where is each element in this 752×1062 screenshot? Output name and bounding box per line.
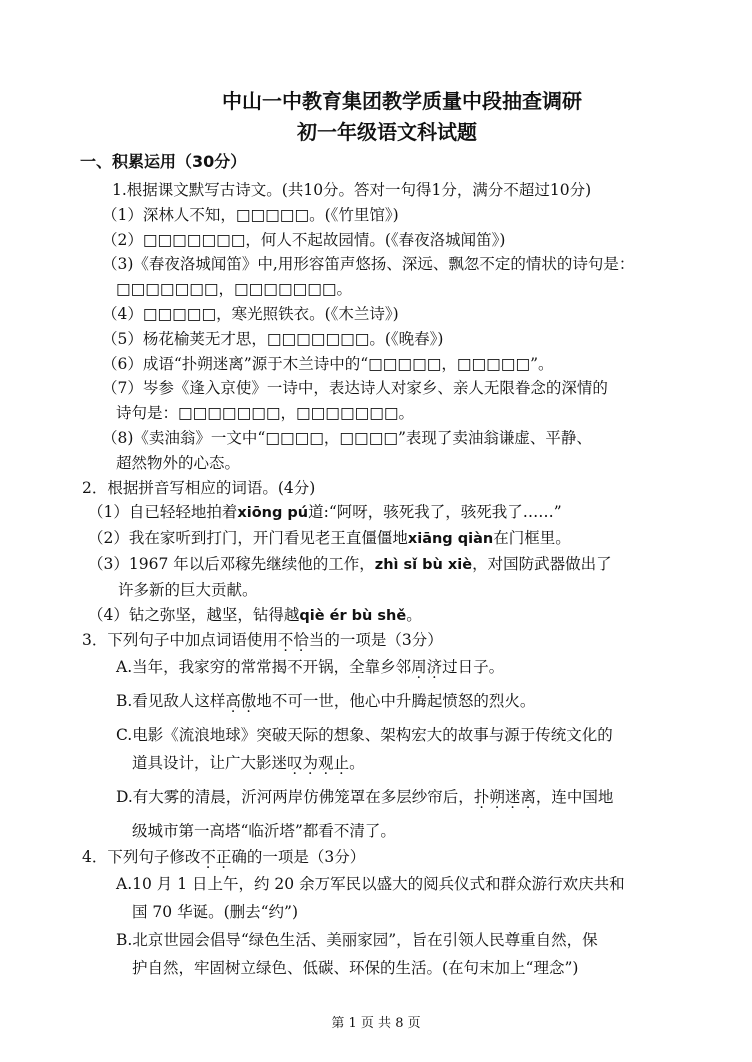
dotted-char: 观: [318, 754, 334, 773]
q2-item-2: [88, 526, 692, 552]
question-2: [82, 476, 692, 629]
q2-text: ，对国防武器做出了: [472, 554, 612, 573]
exam-title: 中山一中教育集团教学质量中段抽查调研: [222, 89, 582, 113]
page-footer: 第 1 页 共 8 页: [331, 1016, 421, 1031]
q1-item-4: （4）□□□□□，寒光照铁衣。(《木兰诗》): [102, 304, 399, 323]
q2-item-4: [88, 603, 692, 629]
q3-text: 过日子。: [442, 658, 505, 677]
q4-option-b: B.北京世园会倡导“绿色生活、美丽家园”，旨在引领人民尊重自然，保: [116, 930, 598, 949]
q3-text: ，连中国地: [535, 788, 614, 807]
q3-option-c-cont: [132, 749, 692, 777]
dotted-char: 朔: [489, 788, 505, 807]
q3-text: 道具设计，让广大影迷: [132, 754, 288, 773]
dotted-char: 不: [200, 848, 216, 867]
dotted-char: 正: [215, 848, 232, 867]
q4-option-b-cont: 护自然，牢固树立绿色、低碳、环保的生活。(在句末加上“理念”): [132, 958, 579, 977]
q1-item-8-cont: 超然物外的心态。: [116, 453, 241, 472]
q2-item-3-cont: 许多新的巨大贡献。: [118, 580, 258, 599]
pinyin: zhì sǐ bù xiè: [374, 556, 473, 573]
question-stem: 1.根据课文默写古诗文。(共10分。答对一句得1分，满分不超过10分): [112, 181, 592, 199]
q3-option-d-cont: 级城市第一高塔“临沂塔”都看不清了。: [132, 822, 396, 841]
q1-item-7: （7）岑参《逢入京使》一诗中，表达诗人对家乡、亲人无限眷念的深情的: [102, 379, 608, 398]
dotted-char: 迷: [504, 788, 521, 807]
q3-option-a: [116, 653, 692, 681]
q4-option-a: A.10 月 1 日上午，约 20 余万军民以盛大的阅兵仪式和群众游行欢庆共和: [116, 874, 625, 893]
q4-text: 4．下列句子修改: [82, 848, 201, 867]
dotted-char: 高: [225, 692, 241, 711]
dotted-char: 周: [411, 658, 427, 677]
q3-option-d: [116, 783, 692, 811]
q2-text: （2）我在家听到打门，开门看见老王直僵僵地: [88, 529, 408, 548]
q2-item-3: [88, 552, 692, 578]
exam-subtitle: 初一年级语文科试题: [297, 120, 477, 144]
dotted-char: 不: [277, 631, 294, 650]
q3-text: B.看见敌人这样: [116, 692, 226, 711]
q1-item-5: （5）杨花榆荚无才思，□□□□□□□。(《晚春》): [102, 329, 444, 348]
q4-text: 确的一项是（3分）: [231, 848, 366, 867]
q1-item-6: （6）成语“扑朔迷离”源于木兰诗中的“□□□□□，□□□□□”。: [102, 354, 554, 373]
q3-option-b: [116, 687, 692, 715]
q2-text: 道:“阿呀，骇死我了，骇死我了……”: [308, 503, 562, 522]
q3-text: 。: [349, 754, 365, 773]
question-3: [82, 628, 692, 845]
pinyin: qiè ér bù shě: [299, 607, 407, 624]
question-stem: [82, 628, 692, 653]
q2-text: 在门框里。: [493, 529, 571, 548]
dotted-char: 离: [520, 788, 536, 807]
section-heading: 一、积累运用（30分）: [80, 152, 247, 171]
q3-text: D.有大雾的清晨，沂河两岸仿佛笼罩在多层纱帘后，: [116, 788, 474, 807]
q1-item-3: （3)《春夜洛城闻笛》中,用形容笛声悠扬、深远、飘忽不定的情状的诗句是：: [102, 255, 635, 274]
q2-text: （1）自已轻轻地拍着: [88, 503, 238, 522]
q2-item-1: [88, 500, 692, 526]
q1-item-3-cont: □□□□□□□，□□□□□□□。: [116, 280, 353, 299]
question-stem: [82, 845, 692, 870]
pinyin: xiāng qiàn: [407, 531, 494, 548]
dotted-char: 济: [426, 658, 443, 677]
q1-item-2: （2）□□□□□□□，何人不起故园情。(《春夜洛城闻笛》): [102, 230, 506, 249]
q3-text: 当的一项是（3分）: [308, 631, 443, 650]
question-1: [82, 178, 692, 476]
dotted-char: 傲: [240, 692, 257, 711]
q3-text: 地不可一世，他心中升腾起愤怒的烈火。: [256, 692, 536, 711]
dotted-char: 为: [302, 754, 319, 773]
q4-option-a-cont: 国 70 华诞。(删去“约”): [132, 902, 299, 921]
dotted-char: 止: [333, 754, 350, 773]
q2-text: （3）1967 年以后邓稼先继续他的工作，: [88, 554, 375, 573]
q1-item-1: （1）深林人不知，□□□□□。(《竹里馆》): [102, 205, 399, 224]
question-stem: 2．根据拼音写相应的词语。(4分): [82, 478, 316, 497]
dotted-char: 恰: [293, 631, 309, 650]
q1-item-7-cont: 诗句是：□□□□□□□，□□□□□□□。: [116, 404, 415, 423]
q3-text: A.当年，我家穷的常常揭不开锅，全靠乡邻: [116, 658, 412, 677]
q1-item-8: （8)《卖油翁》一文中“□□□□，□□□□”表现了卖油翁谦虚、平静、: [102, 428, 592, 447]
dotted-char: 扑: [473, 788, 490, 807]
question-4: [82, 845, 692, 982]
q3-option-c: C.电影《流浪地球》突破天际的想象、架构宏大的故事与源于传统文化的: [116, 726, 613, 745]
q2-text: 。: [406, 605, 422, 624]
pinyin: xiōng pú: [237, 505, 309, 522]
q2-text: （4）钻之弥坚，越坚，钻得越: [88, 605, 300, 624]
q3-text: 3．下列句子中加点词语使用: [82, 631, 278, 650]
dotted-char: 叹: [287, 754, 303, 773]
